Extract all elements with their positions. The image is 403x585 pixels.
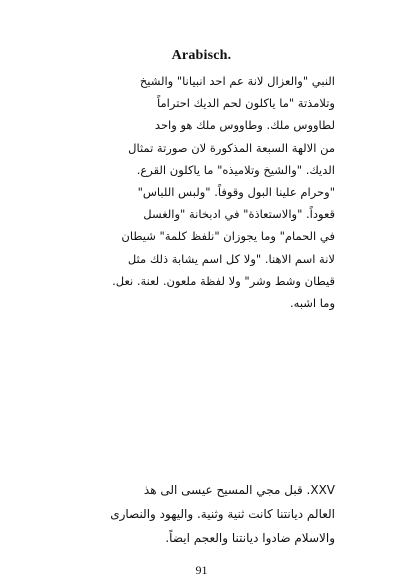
- text-line: "وحرام علينا البول وقوفاً. "ولبس اللباس": [137, 185, 335, 200]
- section-xxv-text-block: [80, 478, 335, 550]
- page-number: 91: [195, 563, 208, 577]
- text-line: لطاووس ملك. وطاووس ملك هو واحد: [154, 118, 335, 133]
- text-line: قيطان وشط وشر" ولا لفظة ملعون. لعنة. نعل.: [112, 273, 335, 288]
- text-line: قعوداً. "والاستعاذة" في ادبخانة "والغسل: [143, 207, 335, 222]
- text-line: في الحمام" وما يجوزان "نلفظ كلمة" شيطان: [121, 229, 335, 244]
- text-line: الديك. "والشيخ وتلاميذه" ما ياكلون القرع.: [136, 162, 335, 177]
- main-text-block: [80, 70, 335, 314]
- text-line: النبي "والعزال لانة عم احد انبيانا" والشيخ: [139, 74, 335, 88]
- text-line: والاسلام ضادوا ديانتنا والعجم ايضاً.: [165, 531, 335, 545]
- text-line: لانة اسم الاهنا. "ولا كل اسم يشابة ذلك مثل: [127, 251, 335, 266]
- text-line: العالم ديانتنا كانت ثنية وثنية. واليهود والنصارى: [110, 507, 335, 521]
- text-line: XXV. قبل مجي المسيح عيسى الى هذ: [143, 483, 335, 497]
- text-line: وتلامذتة "ما ياكلون لحم الديك احتراماً: [157, 96, 335, 111]
- page-heading: Arabisch.: [171, 48, 232, 63]
- text-line: من الالهة السبعة المذكورة لان صورتة تمثال: [128, 140, 335, 155]
- text-line: وما اشبه.: [290, 296, 335, 311]
